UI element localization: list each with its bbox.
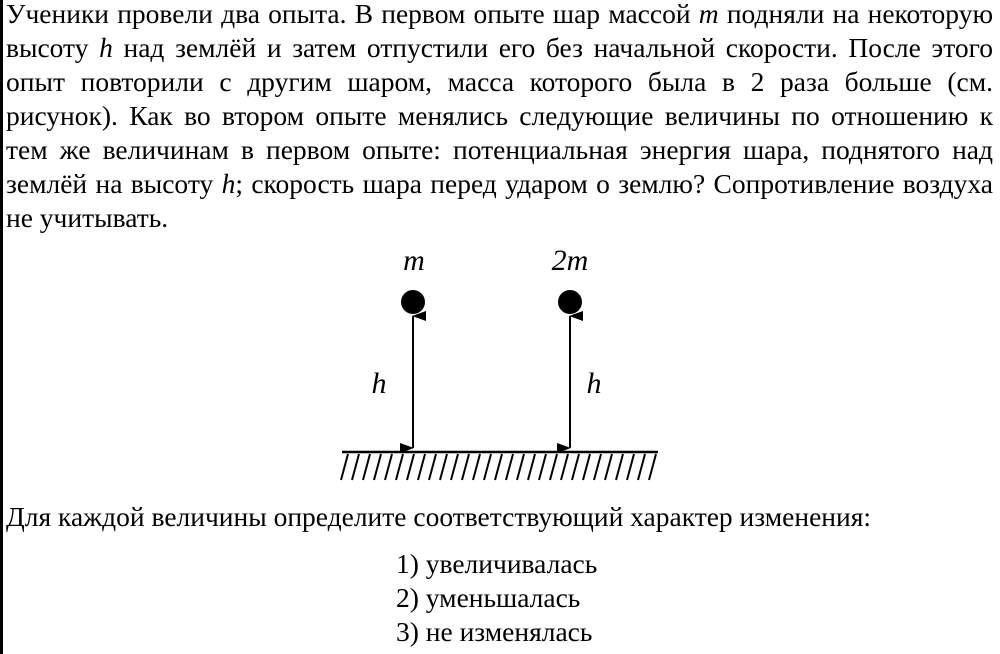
ball1-mass-label: m bbox=[403, 244, 425, 277]
ball1 bbox=[401, 290, 425, 314]
hatch-stroke bbox=[396, 454, 403, 480]
hatch-stroke bbox=[572, 454, 579, 480]
left-border-line bbox=[0, 0, 3, 654]
hatch-stroke bbox=[594, 454, 601, 480]
hatch-stroke bbox=[407, 454, 414, 480]
hatch-stroke bbox=[627, 454, 634, 480]
hatch-stroke bbox=[429, 454, 436, 480]
hatch-stroke bbox=[605, 454, 612, 480]
ground-hatching bbox=[341, 454, 656, 480]
hatch-stroke bbox=[528, 454, 535, 480]
hatch-stroke bbox=[451, 454, 458, 480]
hatch-stroke bbox=[473, 454, 480, 480]
hatch-stroke bbox=[539, 454, 546, 480]
hatch-stroke bbox=[363, 454, 370, 480]
hatch-stroke bbox=[550, 454, 557, 480]
hatch-stroke bbox=[440, 454, 447, 480]
hatch-stroke bbox=[616, 454, 623, 480]
hatch-stroke bbox=[418, 454, 425, 480]
experiment-diagram bbox=[330, 240, 670, 485]
problem-text: Ученики провели два опыта. В первом опыте шар массой m подняли на некоторую высоту h над землёй и затем отпустили его без начальной скорости. После этого опыт повторили с другим шаром, масса которого была в 2 раза больше (см. рисунок). Как во втором опыте менялись следующие величины по отношению к тем же величинам в первом опыте: потенциальная энергия шара, поднятого над землёй на высоту h; скорость шара перед ударом о землю? Сопротивление воздуха не учитывать. bbox=[6, 0, 994, 233]
hatch-stroke bbox=[462, 454, 469, 480]
hatch-stroke bbox=[484, 454, 491, 480]
hatch-stroke bbox=[638, 454, 645, 480]
hatch-stroke bbox=[374, 454, 381, 480]
hatch-stroke bbox=[583, 454, 590, 480]
ball2-mass-label: 2m bbox=[551, 244, 589, 277]
ball2 bbox=[558, 290, 582, 314]
height-variable: h bbox=[221, 168, 236, 199]
option-increased: 1) увеличивалась bbox=[396, 548, 598, 579]
hatch-stroke bbox=[561, 454, 568, 480]
hatch-stroke bbox=[352, 454, 359, 480]
answer-options-list bbox=[396, 547, 597, 649]
option-unchanged: 3) не изменялась bbox=[396, 616, 593, 647]
hatch-stroke bbox=[506, 454, 513, 480]
hatch-stroke bbox=[385, 454, 392, 480]
hatch-stroke bbox=[517, 454, 524, 480]
height-variable: h bbox=[99, 32, 113, 63]
height2-label: h bbox=[586, 367, 602, 400]
hatch-stroke bbox=[495, 454, 502, 480]
option-decreased: 2) уменьшалась bbox=[396, 582, 581, 613]
hatch-stroke bbox=[649, 454, 656, 480]
hatch-stroke bbox=[341, 454, 348, 480]
height1-label: h bbox=[371, 367, 387, 400]
experiment-figure bbox=[330, 240, 670, 485]
question-text: Для каждой величины определите соответствующий характер изменения: bbox=[6, 501, 872, 532]
mass-variable: m bbox=[698, 0, 719, 29]
